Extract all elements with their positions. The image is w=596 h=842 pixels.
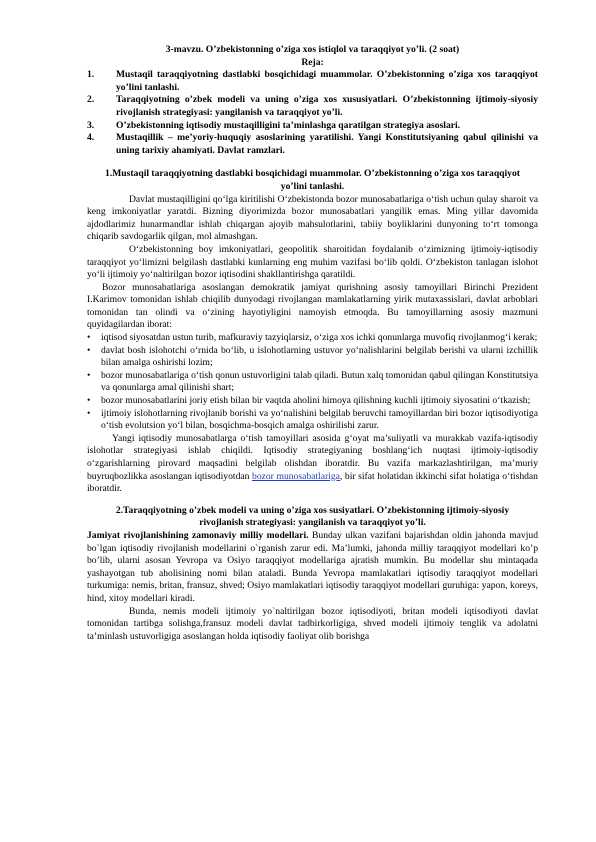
spacer — [87, 157, 538, 168]
plan-item-text: Mustaqillik – me’yoriy-huquqiy asoslarining yaratilishi. Yangi Konstitutsiyaning qabul qilinishi va uning tarixiy ahamiyati. Davlat ramzlari. — [116, 132, 538, 156]
section2-paragraph-2: Bunda, nemis modeli ijtimoiy yo`naltirilgan bozor iqtisodiyoti, britan modeli iqtisodiyoti davlat tomonidan tartibga solishga,fransuz modeli davlat tadbirkorligiga, shved modeli ijtimoiy tenglik va adolatni ta’minlash ustuvorligiga asoslangan holda iqtisodiy faoliyat olib borishga — [87, 605, 538, 642]
paragraph-text: , bir sifat holatidan ikkinchi sifat holatiga o‘tishdan iboratdir. — [87, 470, 538, 495]
plan-item — [87, 120, 538, 133]
spacer — [87, 496, 538, 505]
paragraph-lead: Jamiyat rivojlanishining zamonaviy milliy modellari. — [87, 529, 309, 541]
plan-item-number: 4. — [87, 132, 95, 144]
document-title: 3-mavzu. O’zbekistonning o’ziga xos istiqlol va taraqqiyot yo’li. (2 soat) — [165, 44, 460, 55]
list-item: • bozor munosabatlariga o‘tish qonun ustuvorligini talab qiladi. Butun xalq tomonidan qabul qilingan Konstitutsiya va qonunlarga amal qilinishi shart; — [87, 370, 538, 395]
plan-item-number: 3. — [87, 119, 95, 131]
section1-paragraph-4 — [87, 433, 538, 496]
paragraph-text: Yangi iqtisodiy munosabatlarga o‘tish tamoyillari asosida g‘oyat ma’suliyatli va murakkab vazifa-iqtisodiy islohotlar strategiyasi ishlab chiqildi. Iqtisodiy strategiyaning boshlang‘ich nuqtasi ijtimoiy-iqtisodiy o‘zgarishlarning pirovard maqsadini belgilab olishdan iboratdir. Bu vazifa markazlashtirilgan, ma’muriy buyruqbozlikka asoslangan iqtisodiyotdan — [87, 432, 538, 482]
plan-item — [87, 94, 538, 119]
plan-item-number: 1. — [87, 69, 95, 81]
section1-paragraph-2: O‘zbekistonning boy imkoniyatlari, geopolitik sharoitidan foydalanib o‘zimizning ijtimoiy-iqtisodiy taraqqiyot yo‘limizni belgilash dastlabki kunlarning eng muhim vazifasi bo‘lib qoldi. O‘zbekiston tanlagan islohot yo‘li ijtimoiy yo‘naltirilgan bozor iqtisodini shakllantirishga qaratildi. — [87, 243, 538, 281]
section1-paragraph-1: Davlat mustaqilligini qo‘lga kiritilishi O‘zbekistonda bozor munosabatlariga o‘tish uchun qulay sharoit va keng imkoniyatlar yaratdi. Bizning diyorimizda bozor munosabatlari yangilik emas. Ming yillar davomida ajdodlarimiz hunarmandlar ishlab chiqargan ajoyib mahsulotlarini, tabiiy boyliklarini dunyoning to‘rt tomonga chiqarib savdogarlik qilgan, mol almashgan. — [87, 193, 538, 243]
list-item: • ijtimoiy islohotlarning rivojlanib borishi va yo‘nalishini belgilab beruvchi tamoyillardan biri bozor iqtisodiyotiga o‘tish evolutsion yo‘l bilan, bosqichma-bosqich amalga oshirilishi zarur. — [87, 408, 538, 433]
plan-item-text: Taraqqiyotning o’zbek modeli va uning o’ziga xos xususiyatlari. O’zbekistonning ijtimoiy-siyosiy rivojlanish strategiyasi: yangilanish va taraqqiyot yo’li. — [116, 94, 538, 118]
paragraph-text: Bunday ulkan vazifani bajarishdan oldin jahonda mavjud bo`lgan iqtisodiy rivojlanish modellarini o`rganish zarur edi. Ma’lumki, jahonda milliy taraqqiyot modellari ko’p bo’lib, ularni asosan Yevropa va Osiyo taraqqiyot modellariga ajratish mumkin. Bu modellar shu mintaqada yashayotgan tub aholisining nomi bilan ataladi. Bunda Yevropa mamlakatlari iqtisodiy taraqqiyot modellari turkumiga: nemis, britan, fransuz, shved; Osiyo mamlakatlari iqtisodiy taraqqiyot modellari guruhiga: yapon, koreys, hind, xitoy modellari kiradi. — [87, 529, 538, 604]
list-item: • bozor munosabatlarini joriy etish bilan bir vaqtda aholini himoya qilishning kuchli ijtimoiy siyosatini o‘tkazish; — [87, 395, 538, 408]
plan-item-number: 2. — [87, 94, 95, 106]
plan-heading: Reja: — [301, 56, 324, 68]
plan-item — [87, 132, 538, 157]
list-item: • davlat bosh islohotchi o‘rnida bo‘lib, u islohotlarning ustuvor yo‘nalishlarini belgilab berishi va ularni izchillik bilan amalga oshirishi lozim; — [87, 345, 538, 370]
plan-item-text: Mustaqil taraqqiyotning dastlabki bosqichidagi muammolar. O’zbekistonning o’ziga xos taraqqiyot yo’lini tanlashi. — [116, 69, 538, 93]
plan-item-text: O’zbekistonning iqtisodiy mustaqilligini ta’minlashga qaratilgan strategiya asoslari. — [116, 119, 461, 131]
principles-list — [87, 332, 538, 433]
plan-list — [87, 69, 538, 157]
section1-paragraph-3: Bozor munosabatlariga asoslangan demokratik jamiyat qurishning asosiy tamoyillari Birinchi Prezident I.Karimov tomonidan ishlab chiqilib dunyodagi rivojlangan mamlakatlarning yirik mutaxassislari, davlat arboblari tomonidan tan olindi va o‘zining hayotiyligini namoyish etmoqda. Bu tamoyillarning asosiy mazmuni quyidagilardan iborat: — [87, 281, 538, 331]
list-item: • iqtisod siyosatdan ustun turib, mafkuraviy tazyiqlarsiz, o‘ziga xos ichki qonunlarga muvofiq rivojlanmog‘i kerak; — [87, 332, 538, 345]
section2-paragraph-1 — [87, 530, 538, 606]
section2-heading: 2.Taraqqiyotning o’zbek modeli va uning o’ziga xos susiyatlari. O’zbekistonning ijtimoiy-siyosiy rivojlanish strategiyasi: yangilanish va taraqqiyot yo’li. — [115, 504, 510, 529]
section1-heading: 1.Mustaqil taraqqiyotning dastlabki bosqichidagi muammolar. O’zbekistonning o’ziga xos taraqqiyot yo’lini tanlashi. — [105, 168, 520, 192]
plan-item — [87, 69, 538, 94]
bozor-munosabatlariga-link[interactable]: bozor munosabatlariga — [252, 470, 340, 482]
